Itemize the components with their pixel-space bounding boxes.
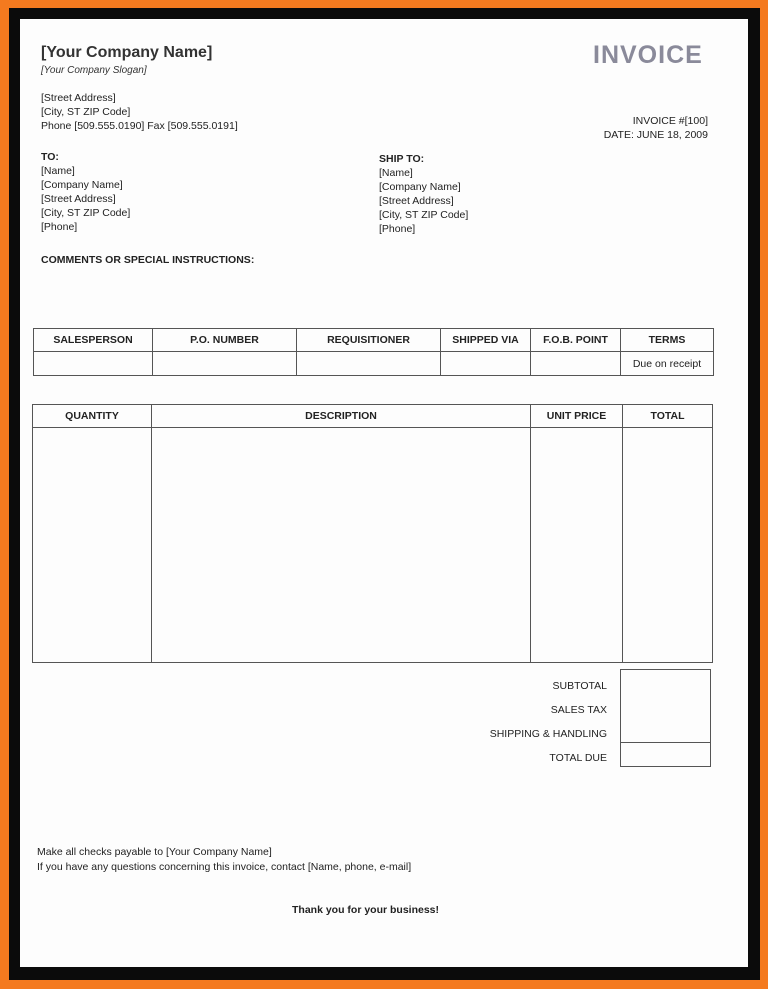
total-due-value[interactable]	[621, 742, 710, 766]
table-row	[33, 428, 713, 663]
order-info-table	[33, 328, 714, 376]
po-number-cell[interactable]	[153, 352, 297, 376]
bill-to-phone: [Phone]	[41, 221, 78, 233]
bill-to-block	[41, 150, 130, 234]
bill-to-street: [Street Address]	[41, 193, 116, 205]
header-total: TOTAL	[623, 405, 713, 428]
unit-price-column-cell[interactable]	[531, 428, 623, 663]
subtotal-value[interactable]	[621, 670, 710, 694]
ship-to-name: [Name]	[379, 167, 413, 179]
checks-payable-line: Make all checks payable to [Your Company Name]	[37, 846, 272, 858]
total-due-label: TOTAL DUE	[549, 752, 607, 764]
header-fob-point: F.O.B. POINT	[531, 329, 621, 352]
salesperson-cell[interactable]	[34, 352, 153, 376]
totals-box	[620, 669, 711, 767]
bill-to-company: [Company Name]	[41, 179, 123, 191]
shipping-label: SHIPPING & HANDLING	[489, 728, 607, 740]
invoice-page	[20, 19, 748, 967]
bill-to-label: TO:	[41, 151, 59, 163]
total-column-cell[interactable]	[623, 428, 713, 663]
thank-you-note: Thank you for your business!	[292, 904, 440, 916]
invoice-title: INVOICE	[593, 41, 703, 69]
header-shipped-via: SHIPPED VIA	[441, 329, 531, 352]
sales-tax-value[interactable]	[621, 694, 710, 718]
invoice-number: INVOICE #[100]	[632, 115, 708, 127]
subtotal-label: SUBTOTAL	[552, 680, 607, 692]
header-requisitioner: REQUISITIONER	[297, 329, 441, 352]
header-terms: TERMS	[621, 329, 714, 352]
company-slogan: [Your Company Slogan]	[41, 65, 147, 76]
questions-line: If you have any questions concerning this invoice, contact [Name, phone, e-mail]	[37, 861, 412, 873]
company-address	[41, 91, 238, 133]
header-salesperson: SALESPERSON	[34, 329, 153, 352]
terms-cell[interactable]: Due on receipt	[621, 352, 714, 376]
sales-tax-label: SALES TAX	[550, 704, 607, 716]
quantity-column-cell[interactable]	[33, 428, 152, 663]
totals-labels	[490, 674, 607, 770]
company-phone-fax: Phone [509.555.0190] Fax [509.555.0191]	[41, 120, 238, 132]
ship-to-label: SHIP TO:	[379, 153, 425, 165]
company-street: [Street Address]	[41, 92, 116, 104]
ship-to-block	[379, 152, 468, 236]
bill-to-city: [City, ST ZIP Code]	[41, 207, 131, 219]
header-description: DESCRIPTION	[152, 405, 531, 428]
ship-to-street: [Street Address]	[379, 195, 454, 207]
header-po-number: P.O. NUMBER	[153, 329, 297, 352]
invoice-meta	[604, 114, 708, 142]
company-city: [City, ST ZIP Code]	[41, 106, 131, 118]
bill-to-name: [Name]	[41, 165, 75, 177]
description-column-cell[interactable]	[152, 428, 531, 663]
invoice-date: DATE: JUNE 18, 2009	[603, 129, 708, 141]
table-row	[34, 352, 714, 376]
company-name: [Your Company Name]	[41, 44, 213, 61]
ship-to-company: [Company Name]	[379, 181, 461, 193]
footer-notes	[37, 845, 411, 875]
comments-label: COMMENTS OR SPECIAL INSTRUCTIONS:	[41, 254, 255, 266]
header-quantity: QUANTITY	[33, 405, 152, 428]
ship-to-city: [City, ST ZIP Code]	[379, 209, 469, 221]
shipping-value[interactable]	[621, 718, 710, 742]
fob-point-cell[interactable]	[531, 352, 621, 376]
ship-to-phone: [Phone]	[379, 223, 416, 235]
shipped-via-cell[interactable]	[441, 352, 531, 376]
header-unit-price: UNIT PRICE	[531, 405, 623, 428]
requisitioner-cell[interactable]	[297, 352, 441, 376]
line-items-table	[32, 404, 713, 663]
